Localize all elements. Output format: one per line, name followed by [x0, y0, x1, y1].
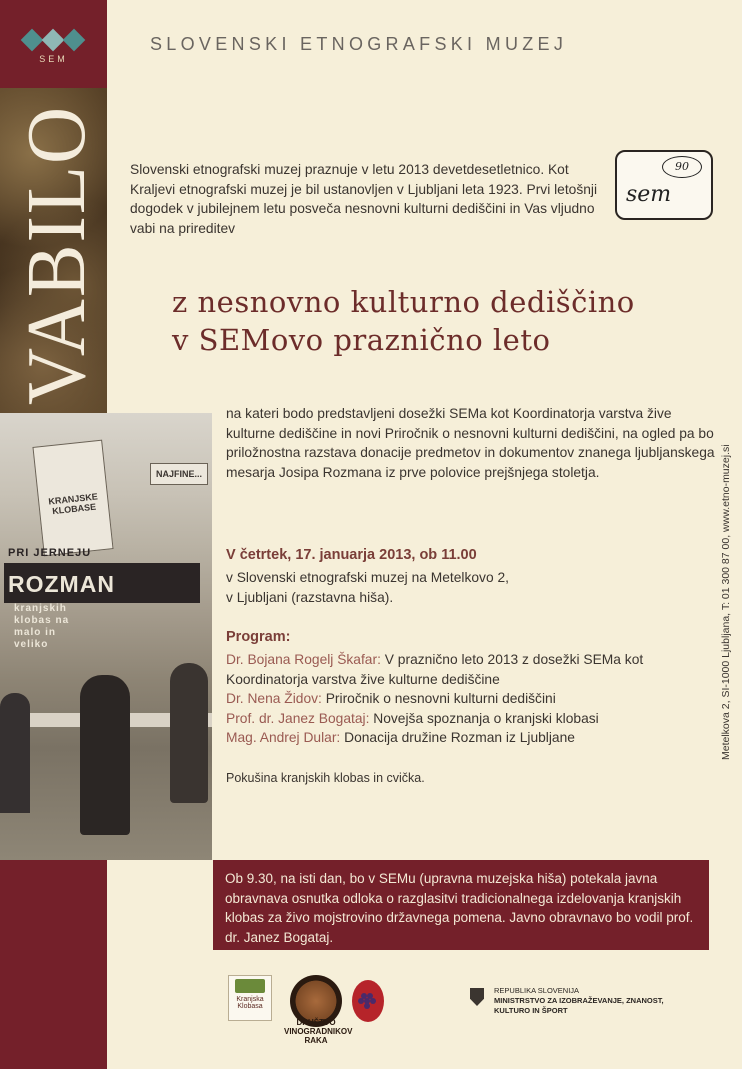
- program-heading: Program:: [226, 629, 291, 645]
- historic-photo: [0, 413, 212, 860]
- address-vertical: Metelkova 2, SI-1000 Ljubljana, T: 01 300 87 00, www.etno-muzej.si: [720, 444, 732, 760]
- klobasa-logo-text: Kranjska Klobasa: [236, 996, 264, 1010]
- museum-title: SLOVENSKI ETNOGRAFSKI MUZEJ: [150, 34, 568, 54]
- program-topic: Priročnik o nesnovni kulturni dediščini: [325, 691, 556, 706]
- ministry-line-3: KULTURO IN ŠPORT: [494, 1006, 568, 1015]
- grape-icon: [352, 980, 384, 1022]
- svg-text:VABILO: VABILO: [10, 86, 103, 405]
- ministry-line-2: MINISTRSTVO ZA IZOBRAŽEVANJE, ZNANOST,: [494, 996, 664, 1005]
- program-speaker: Prof. dr. Janez Bogataj:: [226, 710, 370, 726]
- photo-rozman-banner: [4, 563, 200, 650]
- raka-logo-text: DRUŠTVO VINOGRADNIKOV RAKA: [284, 1018, 353, 1045]
- photo-person: [80, 675, 130, 835]
- photo-person: [0, 693, 30, 813]
- program-speaker: Mag. Andrej Dular:: [226, 730, 341, 745]
- venue-line-2: v Ljubljani (razstavna hiša).: [226, 589, 394, 605]
- venue-line-1: v Slovenski etnografski muzej na Metelkovo 2,: [226, 570, 509, 585]
- photo-banner-sign: kranjskih klobas na malo in veliko: [14, 603, 70, 650]
- program-topic: V praznično leto 2013 z dosežki SEMa kot Koordinatorja varstva žive kulturne dediščine: [226, 652, 644, 687]
- ministry-line-1: REPUBLIKA SLOVENIJA: [494, 986, 580, 995]
- ministry-logo-text: [494, 986, 664, 1016]
- tasting-note: Pokušina kranjskih klobas in cvička.: [226, 771, 425, 785]
- logo-diamond-icon: [63, 29, 86, 52]
- kranjska-klobasa-logo: [228, 975, 272, 1021]
- badge-bubble: 90: [662, 156, 702, 178]
- logo-diamond-icon: [21, 29, 44, 52]
- program-list: [226, 650, 706, 748]
- vertical-title: [10, 86, 103, 410]
- program-speaker: Dr. Bojana Rogelj Škafar:: [226, 652, 381, 667]
- slovenia-crest-icon: [470, 988, 484, 1006]
- headline-line-1: z nesnovno kulturno dediščino: [172, 285, 635, 319]
- public-hearing-notice: Ob 9.30, na isti dan, bo v SEMu (upravna muzejska hiša) potekala javna obravnava osnutka odloka o razglasitvi tradicionalnega izdelovanja kranjskih klobas za živo mojstrovino državnega pomena. Javno obravnavo bo vodil prof. dr. Janez Bogataj.: [213, 860, 709, 950]
- event-date: V četrtek, 17. januarja 2013, ob 11.00: [226, 547, 477, 563]
- program-item: [226, 709, 706, 729]
- badge-text: sem: [626, 182, 672, 207]
- photo-banner-text: ROZMAN: [8, 571, 115, 597]
- intro-paragraph: Slovenski etnografski muzej praznuje v letu 2013 devetdesetletnico. Kot Kraljevi etnografski muzej je bil ustanovljen v Ljubljani leta 1923. Prvi letošnji dogodek v jubilejnem letu posveča nesnovni kulturni dediščini in Vas vljudno vabi na prireditev: [130, 162, 598, 236]
- grape-logo: [352, 980, 384, 1022]
- logo-diamond-icon: [42, 29, 65, 52]
- event-description: na kateri bodo predstavljeni dosežki SEMa kot Koordinatorja varstva žive kulturne dediščine in novi Priročnik o nesnovni kulturni dediščini, na ogled pa bo priložnostna razstava donacije predmetov in dokumentov znanega ljubljanskega mesarja Josipa Rozmana iz prve polovice prejšnjega stoletja.: [226, 406, 715, 480]
- headline: [172, 283, 712, 359]
- program-topic: Donacija družine Rozman iz Ljubljane: [344, 730, 575, 745]
- photo-poster: KRANJSKE KLOBASE: [32, 440, 113, 557]
- program-item: [226, 728, 706, 748]
- klobasa-icon: [235, 979, 265, 993]
- photo-person: [170, 663, 208, 803]
- event-venue: [226, 568, 706, 607]
- logo-abbreviation: SEM: [39, 54, 68, 64]
- program-item: [226, 650, 706, 689]
- program-speaker: Dr. Nena Židov:: [226, 691, 322, 706]
- program-item: [226, 689, 706, 709]
- photo-banner-top: PRI JERNEJU: [8, 547, 92, 559]
- sem-logo: [0, 0, 107, 88]
- program-topic: Novejša spoznanja o kranjski klobasi: [373, 710, 599, 726]
- photo-shop-sign: NAJFINE...: [150, 463, 208, 485]
- headline-line-2: v SEMovo praznično leto: [172, 323, 551, 357]
